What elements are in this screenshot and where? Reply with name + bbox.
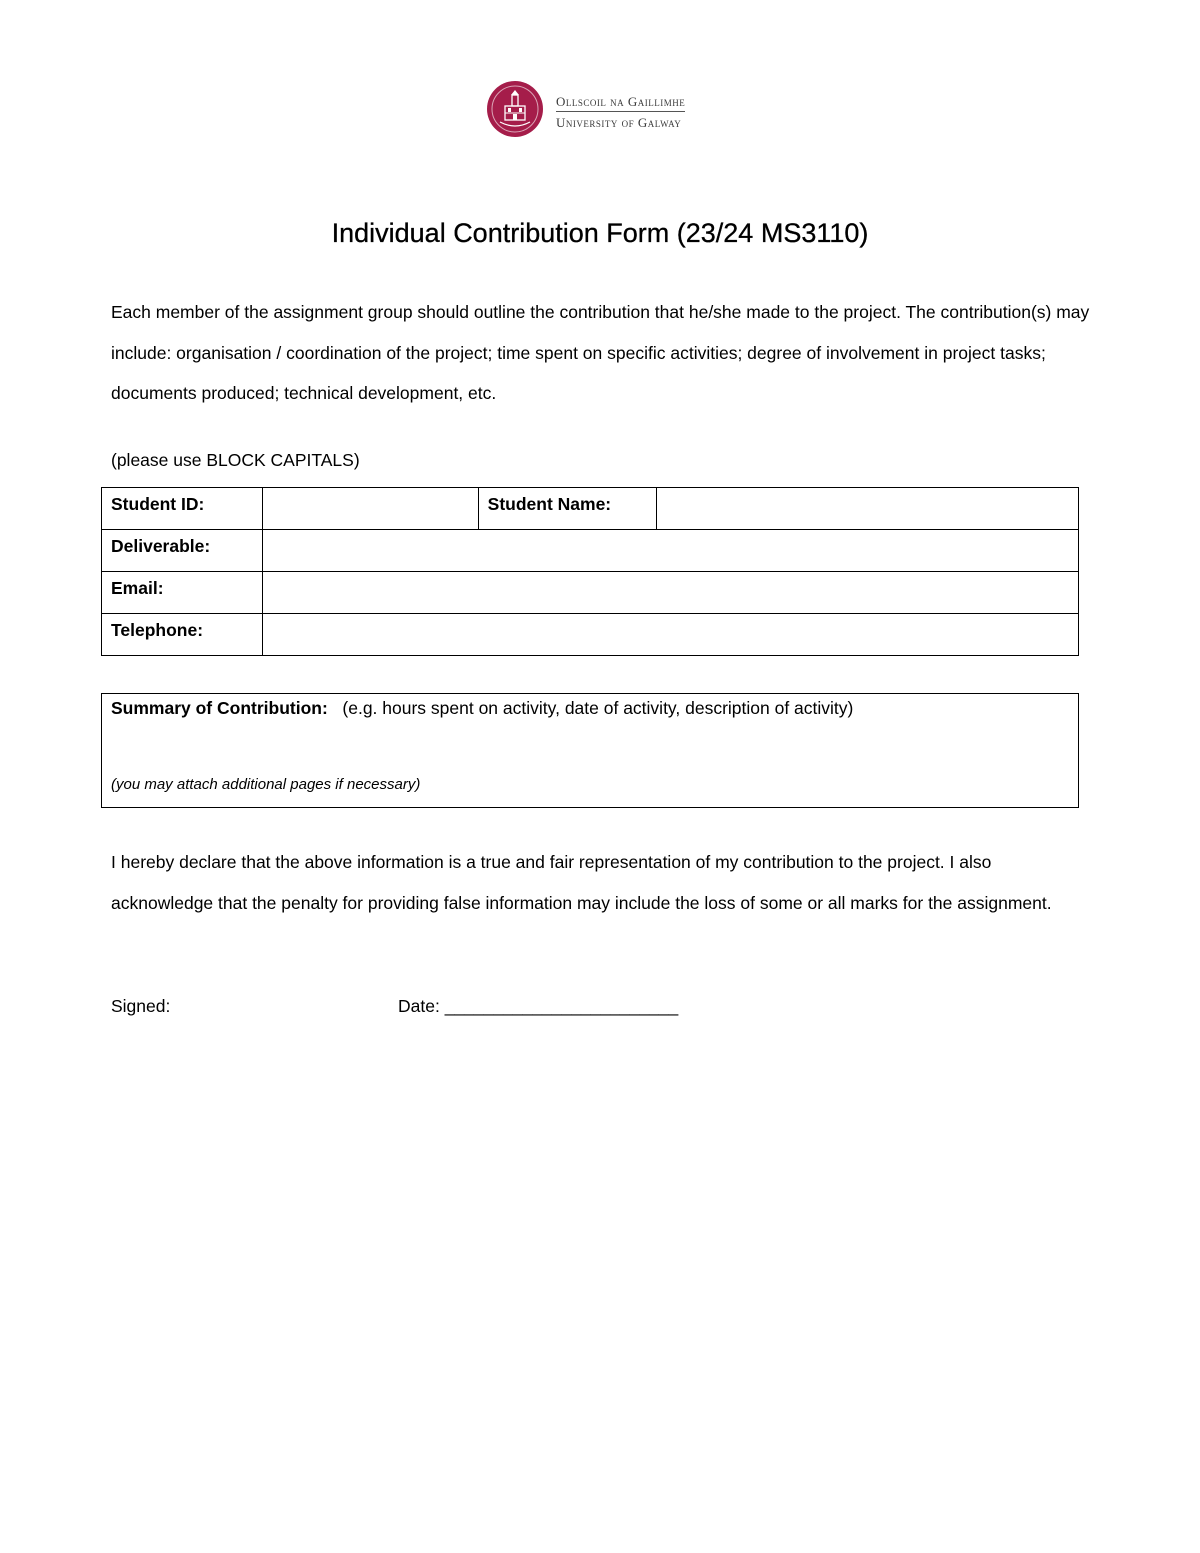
table-row: [102, 614, 1079, 656]
table-row: [102, 572, 1079, 614]
student-id-label: Student ID:: [102, 488, 263, 530]
student-name-field[interactable]: [656, 488, 1078, 530]
university-crest-icon: [486, 80, 544, 138]
page-title: Individual Contribution Form (23/24 MS3110): [331, 218, 869, 248]
summary-label: Summary of Contribution:: [111, 698, 328, 718]
summary-header: [111, 698, 853, 719]
intro-paragraph: Each member of the assignment group should outline the contribution that he/she made to the project. The contribution(s) may include: organisation / coordination of the project; time spent on specific activities; degree of involvement in project tasks; documents produced; technical development, etc.: [111, 302, 1090, 403]
logo-english-name: University of Galway: [556, 115, 682, 130]
declaration-paragraph: I hereby declare that the above information is a true and fair representation of my contribution to the project. I also acknowledge that the penalty for providing false information may include the loss of some or all marks for the assignment.: [111, 852, 1052, 913]
email-field[interactable]: [262, 572, 1078, 614]
student-id-field[interactable]: [262, 488, 478, 530]
summary-box[interactable]: [101, 693, 1079, 808]
student-details-table: [101, 487, 1079, 656]
student-name-label: Student Name:: [478, 488, 656, 530]
deliverable-label: Deliverable:: [102, 530, 263, 572]
telephone-field[interactable]: [262, 614, 1078, 656]
table-row: [102, 530, 1079, 572]
table-row: [102, 488, 1079, 530]
date-label: Date: ________________________: [398, 996, 679, 1016]
email-label: Email:: [102, 572, 263, 614]
attach-pages-note: (you may attach additional pages if necessary): [111, 776, 421, 793]
signed-label: Signed:: [111, 996, 171, 1016]
block-capitals-note: (please use BLOCK CAPITALS): [111, 450, 360, 470]
summary-hint: (e.g. hours spent on activity, date of activity, description of activity): [342, 698, 854, 718]
deliverable-field[interactable]: [262, 530, 1078, 572]
university-logo: [486, 80, 685, 138]
telephone-label: Telephone:: [102, 614, 263, 656]
logo-irish-name: Ollscoil na Gaillimhe: [556, 95, 685, 112]
